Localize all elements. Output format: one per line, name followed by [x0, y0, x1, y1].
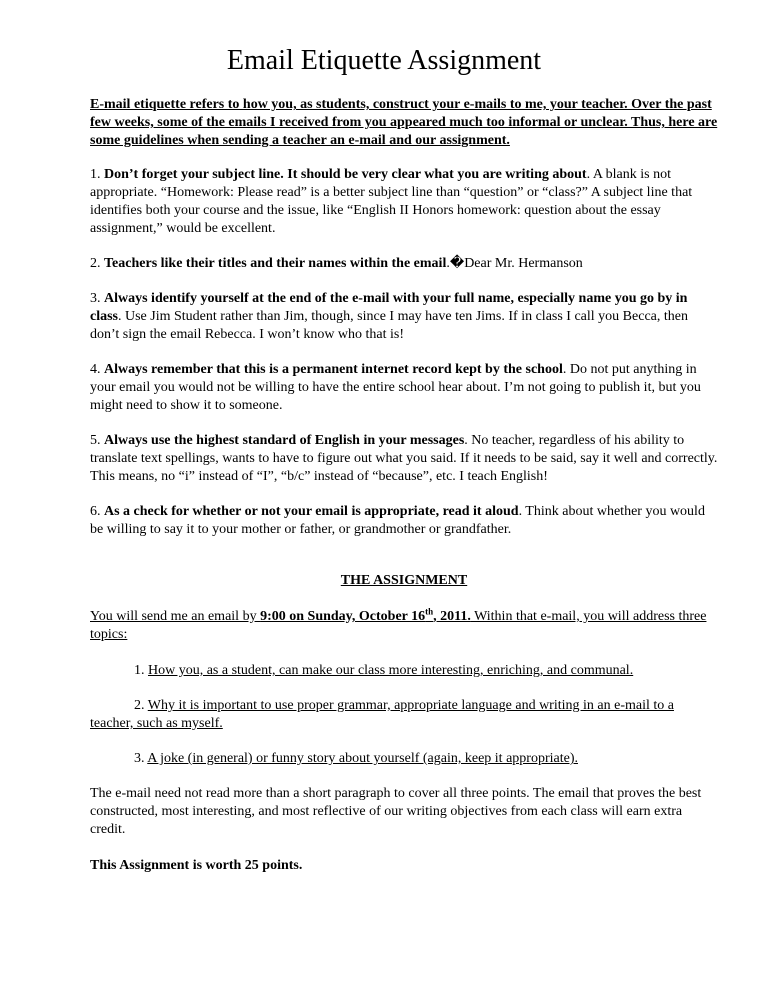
guideline-number: 3.: [90, 291, 104, 306]
topic-text: A joke (in general) or funny story about yourself (again, keep it appropriate).: [147, 751, 578, 766]
guideline-number: 6.: [90, 504, 104, 519]
guideline-number: 2.: [90, 256, 104, 271]
guideline-3: [90, 290, 718, 344]
guideline-2: [90, 255, 718, 273]
assignment-lead-rest: Within that e-mail, you will address three topics:: [90, 609, 707, 642]
topic-number: 1.: [134, 663, 148, 678]
guideline-5: [90, 432, 718, 486]
guideline-1: [90, 166, 718, 238]
guideline-bold-text: Don’t forget your subject line. It should be very clear what you are writing about: [104, 167, 587, 182]
points-text: This Assignment is worth 25 points.: [90, 858, 303, 873]
guideline-bold-text: As a check for whether or not your email is appropriate, read it aloud: [104, 504, 519, 519]
points-statement: [90, 857, 718, 875]
assignment-deadline: [260, 606, 471, 624]
guideline-number: 5.: [90, 433, 104, 448]
topic-3: [90, 750, 718, 768]
assignment-lead: [90, 608, 718, 644]
deadline-superscript: th: [425, 606, 434, 617]
assignment-lead-text: You will send me an email by: [90, 609, 261, 624]
closing-paragraph: The e-mail need not read more than a short paragraph to cover all three points. The email that proves the best constructed, most interesting, and most reflective of our writing objectives from each class will earn extra credit.: [90, 786, 702, 837]
guideline-text: . Think about whether you would be willing to say it to your mother or father, or grandmother or grandfather.: [90, 504, 705, 537]
guideline-bold-text: Always use the highest standard of English in your messages: [104, 433, 465, 448]
guideline-4: [90, 361, 718, 415]
topic-2: [90, 697, 718, 733]
guideline-bold-text: Always identify yourself at the end of the e-mail with your full name, especially name you go by in class: [90, 291, 688, 324]
guideline-text: .�Dear Mr. Hermanson: [446, 256, 583, 271]
guideline-bold-text: Teachers like their titles and their names within the email: [104, 256, 447, 271]
topic-number: 3.: [134, 751, 148, 766]
topic-text: Why it is important to use proper grammar, appropriate language and writing in an e-mail to a teacher, such as myself.: [90, 698, 674, 731]
guideline-6: [90, 503, 718, 539]
topic-1: [90, 662, 718, 680]
guideline-text: . Use Jim Student rather than Jim, though, since I may have ten Jims. If in class I call you Becca, then don’t sign the email Rebecca. I won’t know who that is!: [90, 309, 688, 342]
page-title: Email Etiquette Assignment: [226, 45, 542, 76]
deadline-year: , 2011.: [433, 609, 471, 624]
guideline-text: . No teacher, regardless of his ability to translate text spellings, wants to have to figure out what you said. If it needs to be said, say it well and correctly. This means, no “i” instead of “I”, “b/c” instead of “because”, etc. I teach English!: [90, 433, 718, 484]
guideline-bold-text: Always remember that this is a permanent internet record kept by the school: [104, 362, 563, 377]
document-body: [90, 96, 718, 893]
intro-paragraph: E-mail etiquette refers to how you, as students, construct your e-mails to me, your teacher. Over the past few weeks, some of the emails I received from you appeared much too informal or unclear. Thus, here are some guidelines when sending a teacher an e-mail and our assignment.: [90, 97, 718, 148]
assignment-heading: THE ASSIGNMENT: [340, 573, 468, 588]
guideline-text: . Do not put anything in your email you would not be willing to have the entire school hear about. I’m not going to publish it, but you might need to show it to someone.: [90, 362, 701, 413]
topic-number: 2.: [134, 698, 148, 713]
deadline-date: 9:00 on Sunday, October 16: [260, 609, 426, 624]
topic-text: How you, as a student, can make our class more interesting, enriching, and communal.: [148, 663, 634, 678]
guideline-number: 4.: [90, 362, 104, 377]
guideline-text: . A blank is not appropriate. “Homework: Please read” is a better subject line than “question” or “class?” A subject line that identifies both your course and the issue, like “English II Honors homework: question about the essay assignment,” would be excellent.: [90, 167, 693, 236]
guideline-number: 1.: [90, 167, 104, 182]
